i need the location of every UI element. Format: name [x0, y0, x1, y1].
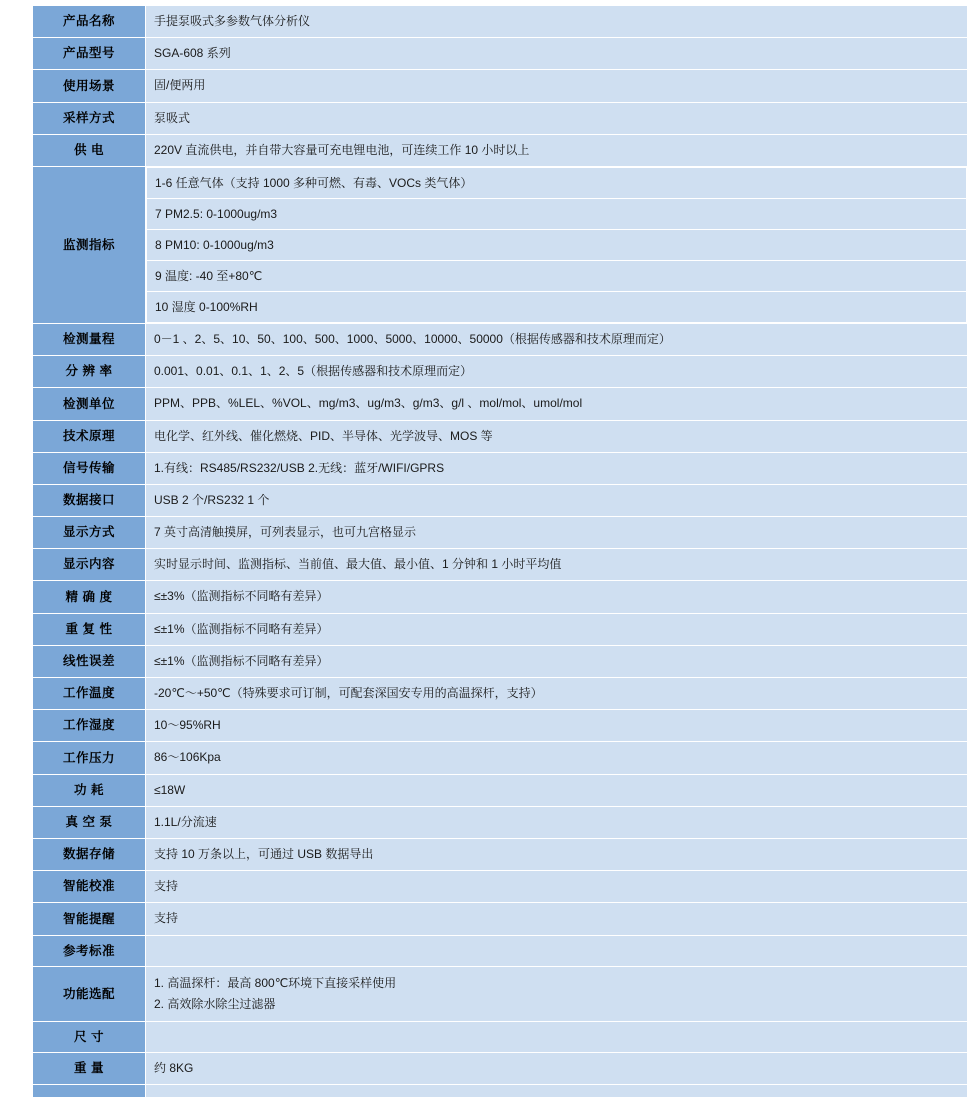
table-row — [33, 1085, 968, 1098]
table-row — [33, 581, 968, 613]
row-value: ≤±1%（监测指标不同略有差异） — [146, 613, 968, 645]
row-label: 分 辨 率 — [33, 356, 146, 388]
row-label: 智能提醒 — [33, 903, 146, 935]
table-row — [33, 356, 968, 388]
table-row — [33, 102, 968, 134]
row-value-group — [146, 166, 968, 323]
list-item — [147, 198, 967, 229]
row-value: 实时显示时间、监测指标、当前值、最大值、最小值、1 分钟和 1 小时平均值 — [146, 549, 968, 581]
monitor-indicator-4: 9 温度: -40 至+80℃ — [147, 260, 967, 291]
table-row — [33, 517, 968, 549]
table-row — [33, 935, 968, 967]
standard-line: 2. 高效除水除尘过滤器 — [154, 996, 276, 1011]
row-label: 精 确 度 — [33, 581, 146, 613]
row-label: 监测指标 — [33, 166, 146, 323]
row-value: 0.001、0.01、0.1、1、2、5（根据传感器和技术原理而定） — [146, 356, 968, 388]
list-item — [147, 291, 967, 322]
row-value-standards — [146, 967, 968, 1021]
row-value: -20℃～+50℃（特殊要求可订制，可配套深国安专用的高温探杆，支持） — [146, 678, 968, 710]
row-value: 手提泵吸式多参数气体分析仪 — [146, 6, 968, 38]
table-row — [33, 134, 968, 166]
row-value-options — [146, 1021, 968, 1053]
row-value: 支持 — [146, 871, 968, 903]
row-value: 支持 10 万条以上，可通过 USB 数据导出 — [146, 838, 968, 870]
row-label: 供 电 — [33, 134, 146, 166]
row-value: 电化学、红外线、催化燃烧、PID、半导体、光学波导、MOS 等 — [146, 420, 968, 452]
row-label: 参考标准 — [33, 935, 146, 967]
monitor-indicator-1: 1-6 任意气体（支持 1000 多种可燃、有毒、VOCs 类气体） — [147, 167, 967, 198]
row-value — [146, 935, 968, 967]
row-label: 显示方式 — [33, 517, 146, 549]
table-row — [33, 774, 968, 806]
row-value: ≤±1%（监测指标不同略有差异） — [146, 645, 968, 677]
row-label: 信号传输 — [33, 452, 146, 484]
table-row-options — [33, 1021, 968, 1053]
row-value: 220V 直流供电，并自带大容量可充电锂电池，可连续工作 10 小时以上 — [146, 134, 968, 166]
table-row — [33, 484, 968, 516]
row-value: 约 8KG — [146, 1053, 968, 1085]
table-row — [33, 420, 968, 452]
list-item — [147, 229, 967, 260]
row-label: 工作温度 — [33, 678, 146, 710]
row-value: ≤18W — [146, 774, 968, 806]
row-value: 泵吸式 — [146, 102, 968, 134]
row-value: 支持 — [146, 903, 968, 935]
row-value: 1.1L/分流速 — [146, 806, 968, 838]
row-label: 数据存储 — [33, 838, 146, 870]
monitor-indicator-5: 10 湿度 0-100%RH — [147, 291, 967, 322]
table-row — [33, 323, 968, 355]
row-label: 尺 寸 — [33, 1021, 146, 1053]
table-row — [33, 388, 968, 420]
row-value: 1.有线：RS485/RS232/USB 2.无线：蓝牙/WIFI/GPRS — [146, 452, 968, 484]
table-row — [33, 742, 968, 774]
table-row — [33, 38, 968, 70]
table-row — [33, 452, 968, 484]
row-label: 产品型号 — [33, 38, 146, 70]
table-row — [33, 613, 968, 645]
product-spec-table — [32, 5, 968, 1098]
row-label: 使用场景 — [33, 70, 146, 102]
monitor-indicator-2: 7 PM2.5: 0-1000ug/m3 — [147, 198, 967, 229]
row-label: 重 量 — [33, 1053, 146, 1085]
row-label: 功 耗 — [33, 774, 146, 806]
row-label: 重 复 性 — [33, 613, 146, 645]
table-row-monitor-indicators — [33, 166, 968, 323]
list-item — [147, 167, 967, 198]
standard-line: 1. 高温探杆：最高 800℃环境下直接采样使用 — [154, 976, 397, 991]
row-value: 0－1 、2、5、10、50、100、500、1000、5000、10000、50000（根据传感器和技术原理而定） — [146, 323, 968, 355]
row-label: 真 空 泵 — [33, 806, 146, 838]
row-value: USB 2 个/RS232 1 个 — [146, 484, 968, 516]
row-label: 数据接口 — [33, 484, 146, 516]
row-value: 固/便两用 — [146, 70, 968, 102]
table-row — [33, 70, 968, 102]
row-label — [33, 1085, 146, 1098]
row-label: 线性误差 — [33, 645, 146, 677]
row-value — [146, 1085, 968, 1098]
row-label: 检测量程 — [33, 323, 146, 355]
row-value: SGA-608 系列 — [146, 38, 968, 70]
row-label: 检测单位 — [33, 388, 146, 420]
table-row — [33, 903, 968, 935]
table-row — [33, 806, 968, 838]
list-item — [147, 260, 967, 291]
table-row — [33, 838, 968, 870]
row-label: 显示内容 — [33, 549, 146, 581]
table-row — [33, 1053, 968, 1085]
table-row — [33, 871, 968, 903]
table-row — [33, 710, 968, 742]
row-label: 采样方式 — [33, 102, 146, 134]
row-value: PPM、PPB、%LEL、%VOL、mg/m3、ug/m3、g/m3、g/l 、mol/mol、umol/mol — [146, 388, 968, 420]
row-label: 工作湿度 — [33, 710, 146, 742]
row-value: ≤±3%（监测指标不同略有差异） — [146, 581, 968, 613]
table-row-standards — [33, 967, 968, 1021]
table-row — [33, 645, 968, 677]
row-value: 86～106Kpa — [146, 742, 968, 774]
row-value: 7 英寸高清触摸屏，可列表显示，也可九宫格显示 — [146, 517, 968, 549]
row-label: 产品名称 — [33, 6, 146, 38]
row-value: 10～95%RH — [146, 710, 968, 742]
row-label: 技术原理 — [33, 420, 146, 452]
table-row — [33, 6, 968, 38]
monitor-indicator-3: 8 PM10: 0-1000ug/m3 — [147, 229, 967, 260]
table-row — [33, 678, 968, 710]
monitor-indicator-list — [146, 167, 967, 323]
standards-list — [154, 973, 959, 1014]
row-label: 功能选配 — [33, 967, 146, 1021]
row-label: 工作压力 — [33, 742, 146, 774]
row-label: 智能校准 — [33, 871, 146, 903]
table-row — [33, 549, 968, 581]
